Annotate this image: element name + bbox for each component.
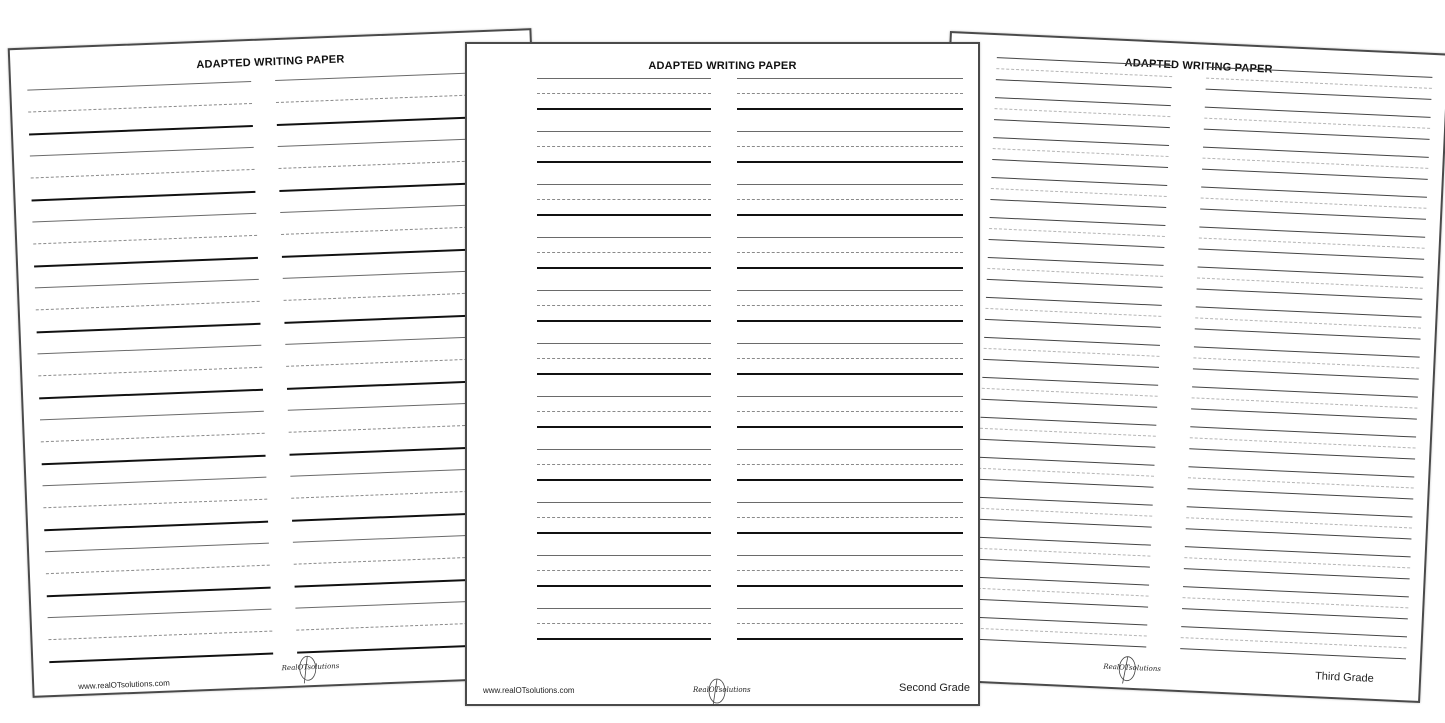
writing-paper-sheet-second-grade bbox=[465, 42, 980, 706]
ruled-line bbox=[1181, 626, 1407, 637]
ruled-line bbox=[1184, 568, 1410, 579]
ruled-line bbox=[737, 608, 963, 609]
ruled-line bbox=[980, 417, 1156, 426]
ruled-line bbox=[1205, 107, 1431, 118]
ruled-line bbox=[995, 108, 1171, 117]
ruled-line bbox=[985, 308, 1161, 317]
ruled-line bbox=[537, 396, 711, 397]
ruled-line bbox=[993, 148, 1169, 157]
ruled-line bbox=[39, 389, 263, 400]
ruled-line bbox=[737, 502, 963, 503]
ruled-line bbox=[737, 358, 963, 359]
ruled-line bbox=[1202, 169, 1428, 180]
ruled-line bbox=[537, 131, 711, 132]
ruled-line bbox=[537, 373, 711, 375]
ruled-line bbox=[737, 555, 963, 556]
ruled-line bbox=[984, 337, 1160, 346]
ruled-line bbox=[537, 570, 711, 571]
ruled-line bbox=[970, 639, 1146, 648]
realotsolutions-logo: RealOTsolutions bbox=[689, 676, 759, 710]
ruled-line bbox=[36, 301, 260, 311]
ruled-line bbox=[537, 108, 711, 110]
ruled-line bbox=[33, 235, 257, 245]
ruled-line bbox=[37, 345, 261, 355]
ruled-line bbox=[537, 237, 711, 238]
ruled-line bbox=[1181, 637, 1407, 648]
ruled-line bbox=[979, 457, 1155, 466]
ruled-line bbox=[537, 479, 711, 481]
ruled-line bbox=[972, 599, 1148, 608]
ruled-line bbox=[42, 455, 266, 466]
ruled-line bbox=[737, 78, 963, 79]
ruled-line bbox=[1187, 488, 1413, 499]
ruled-line bbox=[996, 79, 1172, 88]
ruled-line bbox=[990, 199, 1166, 208]
ruling-right-column bbox=[1179, 67, 1432, 677]
ruled-line bbox=[987, 279, 1163, 288]
ruled-line bbox=[537, 464, 711, 465]
ruled-line bbox=[979, 439, 1155, 448]
ruled-line bbox=[737, 267, 963, 269]
ruled-line bbox=[29, 125, 253, 136]
ruled-line bbox=[737, 464, 963, 465]
ruled-line bbox=[45, 543, 269, 553]
ruled-line bbox=[737, 108, 963, 110]
ruled-line bbox=[41, 433, 265, 443]
ruled-line bbox=[986, 297, 1162, 306]
grade-label: Second Grade bbox=[899, 682, 970, 694]
ruled-line bbox=[737, 161, 963, 163]
ruled-line bbox=[973, 588, 1149, 597]
ruled-line bbox=[1195, 317, 1421, 328]
ruled-line bbox=[537, 252, 711, 253]
ruled-line bbox=[978, 479, 1154, 488]
ruled-line bbox=[48, 631, 272, 641]
ruled-line bbox=[37, 323, 261, 334]
ruled-line bbox=[976, 519, 1152, 528]
ruled-line bbox=[537, 411, 711, 412]
ruled-line bbox=[737, 638, 963, 640]
ruled-line bbox=[537, 449, 711, 450]
ruled-line bbox=[737, 585, 963, 587]
ruled-line bbox=[1195, 328, 1421, 339]
ruled-line bbox=[1206, 89, 1432, 100]
ruled-line bbox=[537, 290, 711, 291]
ruled-line bbox=[1180, 648, 1406, 659]
ruled-line bbox=[537, 267, 711, 269]
footer-url: www.realOTsolutions.com bbox=[78, 678, 170, 692]
ruled-line bbox=[1196, 306, 1422, 317]
ruled-line bbox=[1197, 277, 1423, 288]
ruled-line bbox=[737, 237, 963, 238]
ruled-line bbox=[1189, 448, 1415, 459]
ruled-line bbox=[1192, 397, 1418, 408]
ruled-line bbox=[1186, 517, 1412, 528]
ruled-line bbox=[984, 348, 1160, 357]
ruled-line bbox=[1198, 266, 1424, 277]
ruled-line bbox=[1193, 357, 1419, 368]
ruled-line bbox=[737, 426, 963, 428]
ruled-line bbox=[537, 214, 711, 216]
ruled-line bbox=[994, 119, 1170, 128]
ruled-line bbox=[537, 146, 711, 147]
ruled-line bbox=[47, 587, 271, 598]
ruled-line bbox=[737, 343, 963, 344]
ruled-line bbox=[990, 217, 1166, 226]
ruled-line bbox=[537, 93, 711, 94]
ruling-right-column bbox=[737, 78, 963, 678]
ruled-line bbox=[737, 93, 963, 94]
ruled-line bbox=[982, 377, 1158, 386]
ruled-line bbox=[976, 508, 1152, 517]
ruled-line bbox=[1185, 546, 1411, 557]
ruled-line bbox=[1183, 586, 1409, 597]
ruled-line bbox=[980, 428, 1156, 437]
realotsolutions-logo: RealOTsolutions bbox=[1098, 652, 1169, 689]
ruled-line bbox=[737, 449, 963, 450]
ruled-line bbox=[989, 228, 1165, 237]
ruled-line bbox=[992, 159, 1168, 168]
ruled-line bbox=[40, 411, 264, 421]
ruled-line bbox=[537, 532, 711, 534]
ruled-line bbox=[35, 279, 259, 289]
ruled-line bbox=[49, 653, 273, 664]
ruled-line bbox=[27, 81, 251, 91]
ruled-line bbox=[38, 367, 262, 377]
ruled-line bbox=[971, 628, 1147, 637]
ruled-line bbox=[537, 78, 711, 79]
ruled-line bbox=[737, 396, 963, 397]
ruled-line bbox=[1199, 237, 1425, 248]
ruled-line bbox=[30, 147, 254, 157]
ruled-line bbox=[1203, 147, 1429, 158]
ruled-line bbox=[537, 426, 711, 428]
ruled-line bbox=[988, 257, 1164, 266]
ruled-line bbox=[44, 521, 268, 532]
ruled-line bbox=[982, 388, 1158, 397]
ruled-line bbox=[737, 532, 963, 534]
realotsolutions-logo: RealOTsolutions bbox=[277, 652, 348, 689]
ruled-line bbox=[987, 268, 1163, 277]
ruled-line bbox=[537, 358, 711, 359]
ruled-line bbox=[989, 239, 1165, 248]
ruled-line bbox=[1187, 506, 1413, 517]
ruled-line bbox=[1204, 129, 1430, 140]
ruled-line bbox=[48, 609, 272, 619]
ruled-line bbox=[1182, 608, 1408, 619]
ruled-line bbox=[737, 517, 963, 518]
ruled-line bbox=[973, 577, 1149, 586]
ruled-line bbox=[983, 359, 1159, 368]
ruled-line bbox=[537, 608, 711, 609]
ruled-line bbox=[46, 565, 270, 575]
ruled-line bbox=[1190, 437, 1416, 448]
ruled-line bbox=[1184, 557, 1410, 568]
ruled-line bbox=[737, 623, 963, 624]
ruled-line bbox=[537, 623, 711, 624]
ruled-line bbox=[28, 103, 252, 113]
ruled-line bbox=[737, 411, 963, 412]
ruled-line bbox=[537, 161, 711, 163]
ruled-line bbox=[995, 97, 1171, 106]
ruled-line bbox=[43, 477, 267, 487]
ruled-line bbox=[737, 479, 963, 481]
ruled-line bbox=[975, 537, 1151, 546]
ruled-line bbox=[1198, 248, 1424, 259]
ruled-line bbox=[737, 320, 963, 322]
ruled-line bbox=[737, 131, 963, 132]
ruling-left-column bbox=[27, 81, 273, 679]
ruled-line bbox=[1199, 227, 1425, 238]
ruled-line bbox=[1194, 346, 1420, 357]
sheet-title: ADAPTED WRITING PAPER bbox=[1124, 56, 1273, 76]
ruled-line bbox=[537, 585, 711, 587]
writing-paper-sheet-third-grade bbox=[921, 31, 1445, 703]
ruled-line bbox=[737, 199, 963, 200]
ruled-line bbox=[43, 499, 267, 509]
ruled-line bbox=[537, 555, 711, 556]
grade-label: Third Grade bbox=[1314, 670, 1375, 685]
ruled-line bbox=[993, 137, 1169, 146]
ruled-line bbox=[537, 184, 711, 185]
ruled-line bbox=[537, 199, 711, 200]
ruling-left-column bbox=[970, 57, 1173, 664]
ruled-line bbox=[978, 468, 1154, 477]
ruled-line bbox=[737, 373, 963, 375]
ruled-line bbox=[1206, 78, 1432, 89]
ruled-line bbox=[1202, 158, 1428, 169]
sheet-title: ADAPTED WRITING PAPER bbox=[196, 53, 345, 72]
ruled-line bbox=[1200, 209, 1426, 220]
ruled-line bbox=[537, 502, 711, 503]
ruled-line bbox=[1188, 477, 1414, 488]
ruled-line bbox=[971, 617, 1147, 626]
ruled-line bbox=[981, 399, 1157, 408]
ruled-line bbox=[737, 570, 963, 571]
ruled-line bbox=[537, 343, 711, 344]
ruled-line bbox=[34, 257, 258, 268]
ruled-line bbox=[537, 320, 711, 322]
ruled-line bbox=[1183, 597, 1409, 608]
ruled-line bbox=[737, 252, 963, 253]
ruled-line bbox=[32, 213, 256, 223]
ruled-line bbox=[1201, 198, 1427, 209]
ruled-line bbox=[996, 68, 1172, 77]
ruled-line bbox=[1190, 426, 1416, 437]
footer-url: www.realOTsolutions.com bbox=[483, 686, 575, 695]
ruled-line bbox=[1186, 528, 1412, 539]
ruled-line bbox=[1191, 408, 1417, 419]
ruled-line bbox=[32, 191, 256, 202]
ruled-line bbox=[1204, 118, 1430, 129]
ruled-line bbox=[737, 305, 963, 306]
ruled-line bbox=[1197, 288, 1423, 299]
ruled-line bbox=[977, 497, 1153, 506]
ruled-line bbox=[974, 559, 1150, 568]
ruled-line bbox=[737, 184, 963, 185]
ruled-line bbox=[985, 319, 1161, 328]
ruled-line bbox=[1193, 368, 1419, 379]
ruled-line bbox=[537, 517, 711, 518]
ruled-line bbox=[737, 214, 963, 216]
sheet-title: ADAPTED WRITING PAPER bbox=[648, 60, 797, 72]
ruled-line bbox=[737, 146, 963, 147]
ruled-line bbox=[537, 305, 711, 306]
ruled-line bbox=[1188, 466, 1414, 477]
ruled-line bbox=[991, 177, 1167, 186]
ruling-left-column bbox=[537, 78, 711, 678]
ruled-line bbox=[1192, 386, 1418, 397]
ruled-line bbox=[537, 638, 711, 640]
ruled-line bbox=[991, 188, 1167, 197]
ruled-line bbox=[31, 169, 255, 179]
ruled-line bbox=[975, 548, 1151, 557]
ruled-line bbox=[737, 290, 963, 291]
ruled-line bbox=[1201, 187, 1427, 198]
